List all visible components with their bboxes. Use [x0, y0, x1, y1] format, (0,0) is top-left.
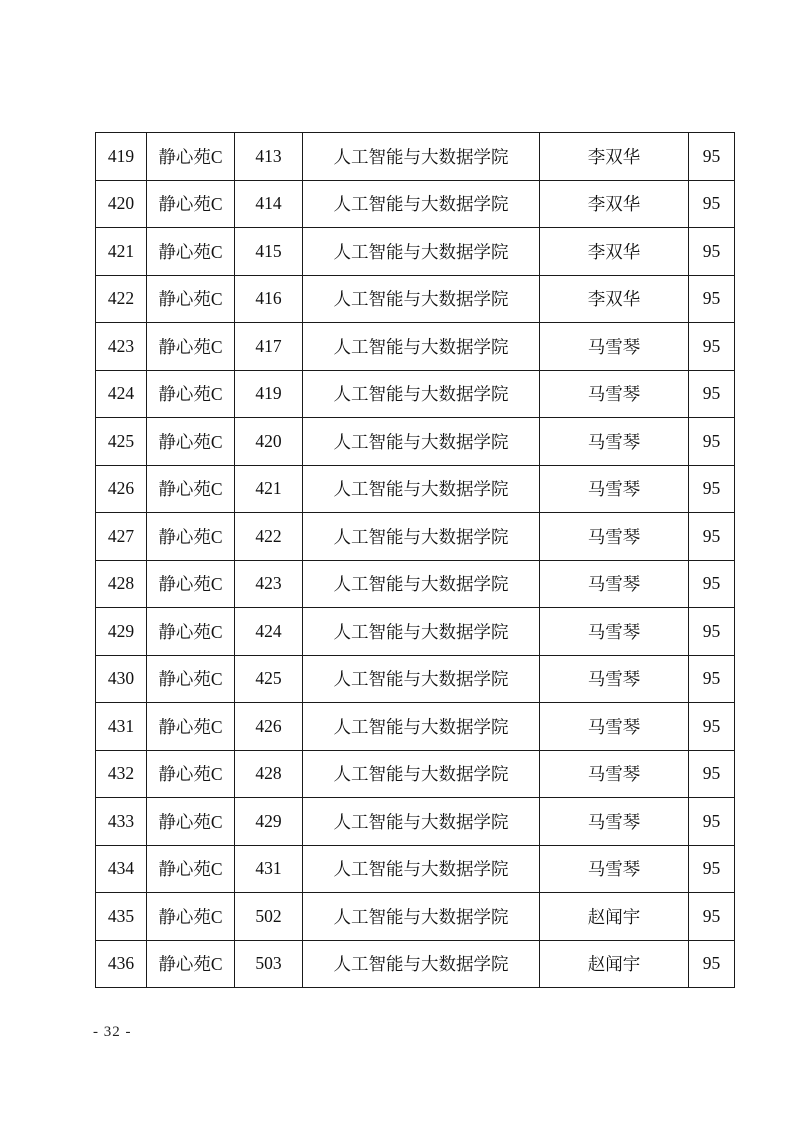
- building-cell: 静心苑C: [147, 275, 235, 323]
- table-row: [96, 703, 735, 751]
- row-number-cell: 430: [96, 655, 147, 703]
- person-in-charge-cell: 马雪琴: [540, 465, 689, 513]
- score-cell: 95: [689, 608, 735, 656]
- college-cell: 人工智能与大数据学院: [303, 893, 540, 941]
- building-cell: 静心苑C: [147, 703, 235, 751]
- row-number-cell: 422: [96, 275, 147, 323]
- row-number-cell: 426: [96, 465, 147, 513]
- building-cell: 静心苑C: [147, 180, 235, 228]
- person-in-charge-cell: 马雪琴: [540, 323, 689, 371]
- score-cell: 95: [689, 133, 735, 181]
- score-cell: 95: [689, 845, 735, 893]
- row-number-cell: 423: [96, 323, 147, 371]
- person-in-charge-cell: 马雪琴: [540, 560, 689, 608]
- row-number-cell: 428: [96, 560, 147, 608]
- room-number-cell: 428: [235, 750, 303, 798]
- college-cell: 人工智能与大数据学院: [303, 275, 540, 323]
- table-row: [96, 560, 735, 608]
- person-in-charge-cell: 马雪琴: [540, 845, 689, 893]
- score-cell: 95: [689, 940, 735, 988]
- room-number-cell: 416: [235, 275, 303, 323]
- college-cell: 人工智能与大数据学院: [303, 418, 540, 466]
- person-in-charge-cell: 马雪琴: [540, 703, 689, 751]
- table-row: [96, 750, 735, 798]
- college-cell: 人工智能与大数据学院: [303, 133, 540, 181]
- table-row: [96, 275, 735, 323]
- row-number-cell: 435: [96, 893, 147, 941]
- room-number-cell: 423: [235, 560, 303, 608]
- row-number-cell: 432: [96, 750, 147, 798]
- room-number-cell: 425: [235, 655, 303, 703]
- score-cell: 95: [689, 275, 735, 323]
- college-cell: 人工智能与大数据学院: [303, 940, 540, 988]
- room-number-cell: 417: [235, 323, 303, 371]
- table-row: [96, 228, 735, 276]
- score-cell: 95: [689, 180, 735, 228]
- room-number-cell: 429: [235, 798, 303, 846]
- score-cell: 95: [689, 323, 735, 371]
- row-number-cell: 429: [96, 608, 147, 656]
- building-cell: 静心苑C: [147, 798, 235, 846]
- room-number-cell: 419: [235, 370, 303, 418]
- person-in-charge-cell: 马雪琴: [540, 513, 689, 561]
- building-cell: 静心苑C: [147, 465, 235, 513]
- table-row: [96, 798, 735, 846]
- college-cell: 人工智能与大数据学院: [303, 750, 540, 798]
- row-number-cell: 427: [96, 513, 147, 561]
- person-in-charge-cell: 马雪琴: [540, 750, 689, 798]
- college-cell: 人工智能与大数据学院: [303, 370, 540, 418]
- row-number-cell: 420: [96, 180, 147, 228]
- row-number-cell: 419: [96, 133, 147, 181]
- building-cell: 静心苑C: [147, 133, 235, 181]
- person-in-charge-cell: 马雪琴: [540, 608, 689, 656]
- college-cell: 人工智能与大数据学院: [303, 323, 540, 371]
- room-number-cell: 424: [235, 608, 303, 656]
- table-row: [96, 608, 735, 656]
- room-number-cell: 413: [235, 133, 303, 181]
- building-cell: 静心苑C: [147, 940, 235, 988]
- room-number-cell: 502: [235, 893, 303, 941]
- table-row: [96, 655, 735, 703]
- score-cell: 95: [689, 513, 735, 561]
- person-in-charge-cell: 李双华: [540, 133, 689, 181]
- building-cell: 静心苑C: [147, 750, 235, 798]
- dormitory-score-table: [95, 132, 735, 988]
- score-cell: 95: [689, 893, 735, 941]
- room-number-cell: 414: [235, 180, 303, 228]
- building-cell: 静心苑C: [147, 513, 235, 561]
- table-row: [96, 893, 735, 941]
- table-row: [96, 370, 735, 418]
- score-cell: 95: [689, 655, 735, 703]
- college-cell: 人工智能与大数据学院: [303, 513, 540, 561]
- table-row: [96, 845, 735, 893]
- building-cell: 静心苑C: [147, 845, 235, 893]
- score-cell: 95: [689, 750, 735, 798]
- person-in-charge-cell: 马雪琴: [540, 798, 689, 846]
- table-row: [96, 465, 735, 513]
- score-cell: 95: [689, 418, 735, 466]
- building-cell: 静心苑C: [147, 560, 235, 608]
- person-in-charge-cell: 马雪琴: [540, 370, 689, 418]
- college-cell: 人工智能与大数据学院: [303, 703, 540, 751]
- college-cell: 人工智能与大数据学院: [303, 655, 540, 703]
- building-cell: 静心苑C: [147, 370, 235, 418]
- room-number-cell: 415: [235, 228, 303, 276]
- score-cell: 95: [689, 465, 735, 513]
- table-row: [96, 513, 735, 561]
- row-number-cell: 434: [96, 845, 147, 893]
- person-in-charge-cell: 李双华: [540, 275, 689, 323]
- person-in-charge-cell: 李双华: [540, 180, 689, 228]
- building-cell: 静心苑C: [147, 893, 235, 941]
- room-number-cell: 421: [235, 465, 303, 513]
- table-row: [96, 180, 735, 228]
- college-cell: 人工智能与大数据学院: [303, 228, 540, 276]
- score-cell: 95: [689, 228, 735, 276]
- row-number-cell: 436: [96, 940, 147, 988]
- building-cell: 静心苑C: [147, 323, 235, 371]
- person-in-charge-cell: 赵闻宇: [540, 940, 689, 988]
- row-number-cell: 425: [96, 418, 147, 466]
- person-in-charge-cell: 赵闻宇: [540, 893, 689, 941]
- page-number: - 32 -: [93, 1024, 132, 1040]
- room-number-cell: 422: [235, 513, 303, 561]
- college-cell: 人工智能与大数据学院: [303, 845, 540, 893]
- building-cell: 静心苑C: [147, 418, 235, 466]
- building-cell: 静心苑C: [147, 608, 235, 656]
- row-number-cell: 431: [96, 703, 147, 751]
- table-row: [96, 940, 735, 988]
- person-in-charge-cell: 马雪琴: [540, 655, 689, 703]
- college-cell: 人工智能与大数据学院: [303, 798, 540, 846]
- table-body: [96, 133, 735, 988]
- college-cell: 人工智能与大数据学院: [303, 465, 540, 513]
- score-cell: 95: [689, 703, 735, 751]
- room-number-cell: 426: [235, 703, 303, 751]
- score-cell: 95: [689, 798, 735, 846]
- table-row: [96, 418, 735, 466]
- room-number-cell: 503: [235, 940, 303, 988]
- row-number-cell: 421: [96, 228, 147, 276]
- score-cell: 95: [689, 560, 735, 608]
- building-cell: 静心苑C: [147, 655, 235, 703]
- person-in-charge-cell: 马雪琴: [540, 418, 689, 466]
- college-cell: 人工智能与大数据学院: [303, 180, 540, 228]
- room-number-cell: 431: [235, 845, 303, 893]
- college-cell: 人工智能与大数据学院: [303, 560, 540, 608]
- college-cell: 人工智能与大数据学院: [303, 608, 540, 656]
- row-number-cell: 424: [96, 370, 147, 418]
- person-in-charge-cell: 李双华: [540, 228, 689, 276]
- row-number-cell: 433: [96, 798, 147, 846]
- score-cell: 95: [689, 370, 735, 418]
- building-cell: 静心苑C: [147, 228, 235, 276]
- table-row: [96, 133, 735, 181]
- room-number-cell: 420: [235, 418, 303, 466]
- table-row: [96, 323, 735, 371]
